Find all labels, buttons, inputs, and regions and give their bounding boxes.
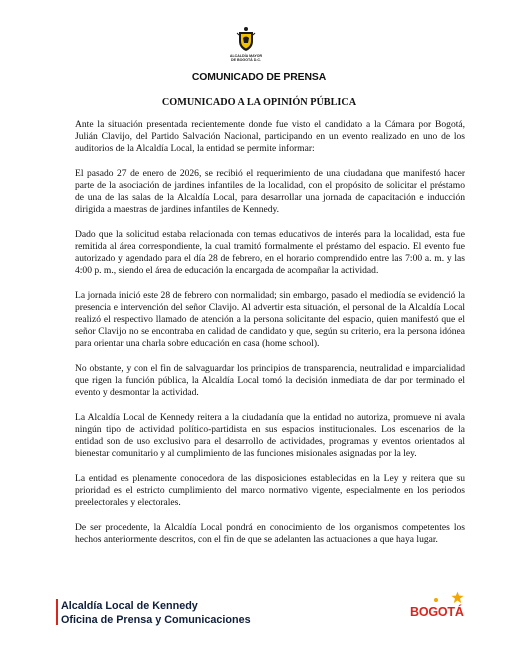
- logo-dot-icon: [434, 598, 438, 602]
- paragraph: El pasado 27 de enero de 2026, se recibió el requerimiento de una ciudadana que manifestó hacer parte de la asociación de jardines infantiles de la localidad, con el propósito de solicitar el préstamo de una de las salas de la Alcaldía Local, para desarrollar una jornada de capacitación e inducción dirigida a maestras de jardines infantiles de Kennedy.: [75, 167, 465, 216]
- paragraph: La jornada inició este 28 de febrero con normalidad; sin embargo, pasado el mediodía se evidenció la presencia e intervención del señor Clavijo. Al advertir esta situación, el personal de la Alcaldía Local realizó el respectivo llamado de atención a la persona solicitante del espacio, quien manifestó que el señor Clavijo no se encontraba en calidad de candidato y que, según su criterio, era la persona idónea para orientar una charla sobre educación en casa (home school).: [75, 289, 465, 350]
- paragraph: De ser procedente, la Alcaldía Local pondrá en conocimiento de los organismos competentes los hechos anteriormente descritos, con el fin de que se adelanten las actuaciones a que haya lugar.: [75, 521, 465, 545]
- paragraph: No obstante, y con el fin de salvaguardar los principios de transparencia, neutralidad e imparcialidad que rigen la función pública, la Alcaldía Local tomó la decisión inmediata de dar por terminado el evento y desmontar la actividad.: [75, 362, 465, 399]
- paragraph: Ante la situación presentada recientemente donde fue visto el candidato a la Cámara por Bogotá, Julián Clavijo, del Partido Salvación Nacional, participando en un evento realizado en uno de los auditorios de la Alcaldía Local, la entidad se permite informar:: [75, 119, 465, 155]
- footer-department: Oficina de Prensa y Comunicaciones: [61, 614, 251, 626]
- paragraph: La Alcaldía Local de Kennedy reitera a la ciudadanía que la entidad no autoriza, promueve ni avala ningún tipo de actividad político-partidista en sus espacios institucionales. Los escenarios de la entidad son de uso exclusivo para el desarrollo de actividades, programas y eventos orientados al bienestar comunitario y al cumplimiento de las funciones misionales asignadas por la ley.: [75, 411, 465, 460]
- paragraph: La entidad es plenamente conocedora de las disposiciones establecidas en la Ley y reitera que su prioridad es el estricto cumplimiento del marco normativo vigente, especialmente en los periodos preelectorales y electorales.: [75, 472, 465, 508]
- seal-caption: [220, 54, 272, 62]
- footer-office-name: Alcaldía Local de Kennedy: [61, 600, 198, 612]
- statement-subtitle: COMUNICADO A LA OPINIÓN PÚBLICA: [161, 97, 357, 108]
- seal-caption-line-1: ALCALDÍA MAYOR: [229, 54, 263, 58]
- bogota-logo: BOGOTÁ: [410, 605, 464, 619]
- paragraph: Dado que la solicitud estaba relacionada con temas educativos de interés para la localidad, esta fue remitida al área correspondiente, la cual tramitó formalmente el préstamo del espacio. El evento fue autorizado y agendado para el día 28 de febrero, en el horario comprendido entre las 7:00 a. m. y las 4:00 p. m., siendo el área de educación la encargada de acompañar la actividad.: [75, 228, 465, 277]
- seal-caption-line-2: DE BOGOTÁ D.C.: [231, 58, 261, 63]
- footer-accent-bar: [56, 599, 58, 625]
- statement-body: [75, 119, 465, 558]
- star-icon: [451, 591, 464, 604]
- press-release-title: COMUNICADO DE PRENSA: [191, 72, 327, 83]
- coat-of-arms-icon: [236, 26, 256, 52]
